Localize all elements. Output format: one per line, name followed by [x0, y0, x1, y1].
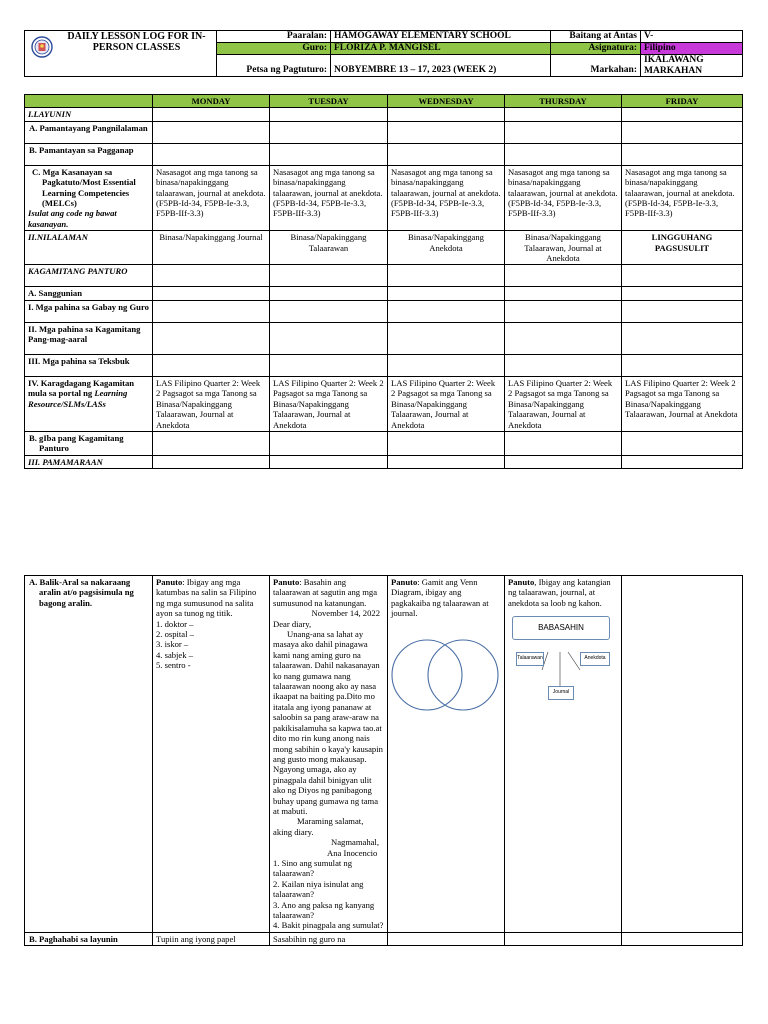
petsa-value: NOBYEMBRE 13 – 17, 2023 (WEEK 2)	[331, 55, 551, 77]
guro-value: FLORIZA P. MANGISEL	[331, 43, 551, 55]
las-wednesday: LAS Filipino Quarter 2: Week 2 Pagsagot sa mga Tanong sa Binasa/Napakinggang Talaarawan, Journal at Anekdota	[388, 376, 505, 431]
asignatura-label: Asignatura:	[551, 43, 641, 55]
paghahabi-monday: Tupiin ang iyong papel	[153, 932, 270, 945]
balik-aral-tuesday	[270, 576, 388, 933]
balik-aral-wednesday	[388, 576, 505, 933]
pamamaraan-row	[25, 455, 743, 468]
organizer-box-anekdota: Anekdota	[580, 652, 610, 666]
las-thursday: LAS Filipino Quarter 2: Week 2 Pagsagot sa mga Tanong sa Binasa/Napakinggang Talaarawan, Journal at Anekdota	[505, 376, 622, 431]
karagdagang-row	[25, 376, 743, 431]
pamamaraan-table	[24, 575, 743, 946]
kagamitan-pahina-row	[25, 322, 743, 354]
paghahabi-tuesday: Sasabihin ng guro na	[270, 932, 388, 945]
balik-aral-friday	[622, 576, 743, 933]
teksbuk-row	[25, 354, 743, 376]
melc-thursday: Nasasagot ang mga tanong sa binasa/napakinggang talaarawan, journal at anekdota. (F5PB-Id-34, F5PB-Ie-3.3, F5PB-IIf-3.3)	[505, 165, 622, 230]
melc-label-cell	[25, 165, 153, 230]
panuto-text: : Gamit ang Venn Diagram, ibigay ang pagkakaiba ng talaarawan at journal.	[391, 577, 489, 619]
pamantayang-pangnilalaman-label: A. Pamantayang Pangnilalaman	[25, 121, 153, 143]
kagamitan-row	[25, 265, 743, 287]
list-item: 4. sabjek –	[156, 649, 193, 660]
baitang-value: V-	[641, 31, 743, 43]
las-tuesday: LAS Filipino Quarter 2: Week 2 Pagsagot sa mga Tanong sa Binasa/Napakinggang Talaarawan, Journal at Anekdota	[270, 376, 388, 431]
question-item: 2. Kailan niya isinulat ang talaarawan?	[273, 878, 364, 900]
list-item: 3. iskor –	[156, 639, 189, 650]
list-item: 5. sentro -	[156, 660, 191, 671]
gabay-label: I. Mga pahina sa Gabay ng Guro	[25, 300, 153, 322]
kagamitan-label: KAGAMITANG PANTURO	[25, 265, 153, 287]
day-thursday: THURSDAY	[505, 95, 622, 108]
day-tuesday: TUESDAY	[270, 95, 388, 108]
nilalaman-wednesday: Binasa/Napakinggang Anekdota	[388, 231, 505, 265]
sanggunian-label: A. Sanggunian	[25, 287, 153, 300]
deped-seal-icon	[31, 36, 53, 58]
graphic-organizer	[508, 616, 614, 716]
pamantayan-pagganap-label: B. Pamantayan sa Pagganap	[25, 143, 153, 165]
header-table	[24, 30, 743, 77]
markahan-label: Markahan:	[551, 55, 641, 77]
day-friday: FRIDAY	[622, 95, 743, 108]
teksbuk-label: III. Mga pahina sa Teksbuk	[25, 354, 153, 376]
melc-row	[25, 165, 743, 230]
karagdagang-label-italic: Learning Resource/SLMs/LASs	[28, 388, 128, 409]
question-item: 3. Ano ang paksa ng kanyang talaarawan?	[273, 899, 375, 920]
iba-pang-kagamitan-label: B. gIba pang Kagamitang Panturo	[25, 431, 153, 455]
panuto-text: : Basahin ang talaarawan at sagutin ang mga sumusunod na katanungan.	[273, 577, 378, 608]
las-monday: LAS Filipino Quarter 2: Week 2 Pagsagot sa mga Tanong sa Binasa/Napakinggang Talaarawan, Journal at Anekdota	[153, 376, 270, 431]
las-friday: LAS Filipino Quarter 2: Week 2 Pagsagot sa mga Tanong sa Binasa/Napakinggang Talaarawan, Journal at Anekdota	[622, 376, 743, 431]
karagdagang-label: IV. Karagdagang Kagamitan mula sa portal ng	[28, 377, 135, 399]
venn-circle-right	[428, 640, 498, 710]
baitang-label: Baitang at Antas	[551, 31, 641, 43]
asignatura-value: Filipino	[641, 43, 743, 55]
paaralan-value: HAMOGAWAY ELEMENTARY SCHOOL	[331, 31, 551, 43]
melc-friday: Nasasagot ang mga tanong sa binasa/napakinggang talaarawan, journal at anekdota. (F5PB-Id-34, F5PB-Ie-3.3, F5PB-IIf-3.3)	[622, 165, 743, 230]
balik-aral-label: A. Balik-Aral sa nakaraang aralin at/o pagsisimula ng bagong aralin.	[25, 576, 153, 933]
panuto-label: Panuto	[156, 577, 183, 587]
venn-diagram	[391, 637, 499, 713]
list-item: 2. ospital –	[156, 629, 194, 640]
panuto-label: Panuto	[391, 577, 418, 587]
panuto-text: , Ibigay ang katangian ng talaarawan, journal, at anekdota sa loob ng kahon.	[508, 577, 611, 608]
nilalaman-thursday: Binasa/Napakinggang Talaarawan, Journal at Anekdota	[505, 231, 622, 265]
nilalaman-friday: LINGGUHANG PAGSUSULIT	[622, 231, 743, 265]
organizer-box-talaarawan: Talaarawan	[516, 652, 544, 666]
organizer-connectors	[508, 616, 614, 716]
pamamaraan-label: III. PAMAMARAAN	[25, 455, 153, 468]
diary-body: Unang-ana sa lahat ay masaya ako dahil pinagawa kami nang aming guro na talaarawan. Dahil nakasanayan ko nang gumawa nang talaarawan noong ako ay nasa ikaapat na baiting pa.Dito mo itatala ang iyong pananaw at saloobin sa pang araw-araw na pakikisalamuha sa kapwa tao.at dito mo rin kung anong nais mong sabihin o kaya'y kausapin ang gusto mong makausap. Ngayong umaga, ako ay pinagpala dahil binigyan ulit ako ng Diyos ng panibagong buhay upang gumawa ng tama at mabuti.	[273, 629, 383, 816]
question-item: 1. Sino ang sumulat ng talaarawan?	[273, 857, 353, 879]
organizer-title: BABASAHIN	[512, 616, 610, 640]
nilalaman-tuesday: Binasa/Napakinggang Talaarawan	[270, 231, 388, 265]
diary-thanks: Maraming salamat, aking diary.	[273, 816, 364, 837]
panuto-label: Panuto	[273, 577, 300, 587]
paghahabi-row	[25, 932, 743, 945]
days-header-row	[25, 95, 743, 108]
day-wednesday: WEDNESDAY	[388, 95, 505, 108]
balik-aral-thursday	[505, 576, 622, 933]
layunin-label: I.LAYUNIN	[25, 108, 153, 121]
organizer-box-journal: Journal	[548, 686, 574, 700]
iba-pang-kagamitan-row	[25, 431, 743, 455]
nilalaman-row	[25, 231, 743, 265]
paghahabi-label: B. Paghahabi sa layunin	[25, 932, 153, 945]
melc-label: C. Mga Kasanayan sa Pagkatuto/Most Essential Learning Competencies (MELCs)	[32, 166, 136, 209]
markahan-value: IKALAWANG MARKAHAN	[641, 55, 743, 77]
nilalaman-label: II.NILALAMAN	[25, 231, 153, 265]
diary-closing: Nagmamahal,	[331, 837, 379, 848]
sanggunian-row	[25, 287, 743, 300]
nilalaman-monday: Binasa/Napakinggang Journal	[153, 231, 270, 265]
melc-wednesday: Nasasagot ang mga tanong sa binasa/napakinggang talaarawan, journal at anekdota. (F5PB-Id-34, F5PB-Ie-3.3, F5PB-IIf-3.3)	[388, 165, 505, 230]
diary-date: November 14, 2022	[311, 608, 380, 619]
question-item: 4. Bakit pinagpala ang sumulat?	[273, 920, 384, 931]
pamantayan-pagganap-row	[25, 143, 743, 165]
panuto-label: Panuto	[508, 577, 535, 587]
header-title-cell	[25, 31, 217, 77]
petsa-label: Petsa ng Pagtuturo:	[217, 55, 331, 77]
gabay-row	[25, 300, 743, 322]
paaralan-label: Paaralan:	[217, 31, 331, 43]
diary-greeting: Dear diary,	[273, 618, 312, 629]
lesson-log-table	[24, 94, 743, 469]
karagdagang-label-cell	[25, 376, 153, 431]
day-monday: MONDAY	[153, 95, 270, 108]
melc-note: Isulat ang code ng bawat kasanayan.	[28, 208, 117, 229]
pamantayang-pangnilalaman-row	[25, 121, 743, 143]
diary-signature: Ana Inocencio	[327, 847, 378, 858]
guro-label: Guro:	[217, 43, 331, 55]
balik-aral-row	[25, 576, 743, 933]
document-title: DAILY LESSON LOG FOR IN-PERSON CLASSES	[67, 31, 206, 53]
balik-aral-monday	[153, 576, 270, 933]
venn-circle-left	[392, 640, 462, 710]
melc-monday: Nasasagot ang mga tanong sa binasa/napakinggang talaarawan, journal at anekdota. (F5PB-Id-34, F5PB-Ie-3.3, F5PB-IIf-3.3)	[153, 165, 270, 230]
melc-tuesday: Nasasagot ang mga tanong sa binasa/napakinggang talaarawan, journal at anekdota. (F5PB-Id-34, F5PB-Ie-3.3, F5PB-IIf-3.3)	[270, 165, 388, 230]
list-item: 1. doktor –	[156, 618, 194, 629]
layunin-row	[25, 108, 743, 121]
kagamitan-pahina-label: II. Mga pahina sa Kagamitang Pang-mag-aaral	[25, 322, 153, 354]
panuto-text: : Ibigay ang mga katumbas na salin sa Filipino ng mga sumusunod na salita ayon sa tunog ng titik.	[156, 577, 257, 619]
